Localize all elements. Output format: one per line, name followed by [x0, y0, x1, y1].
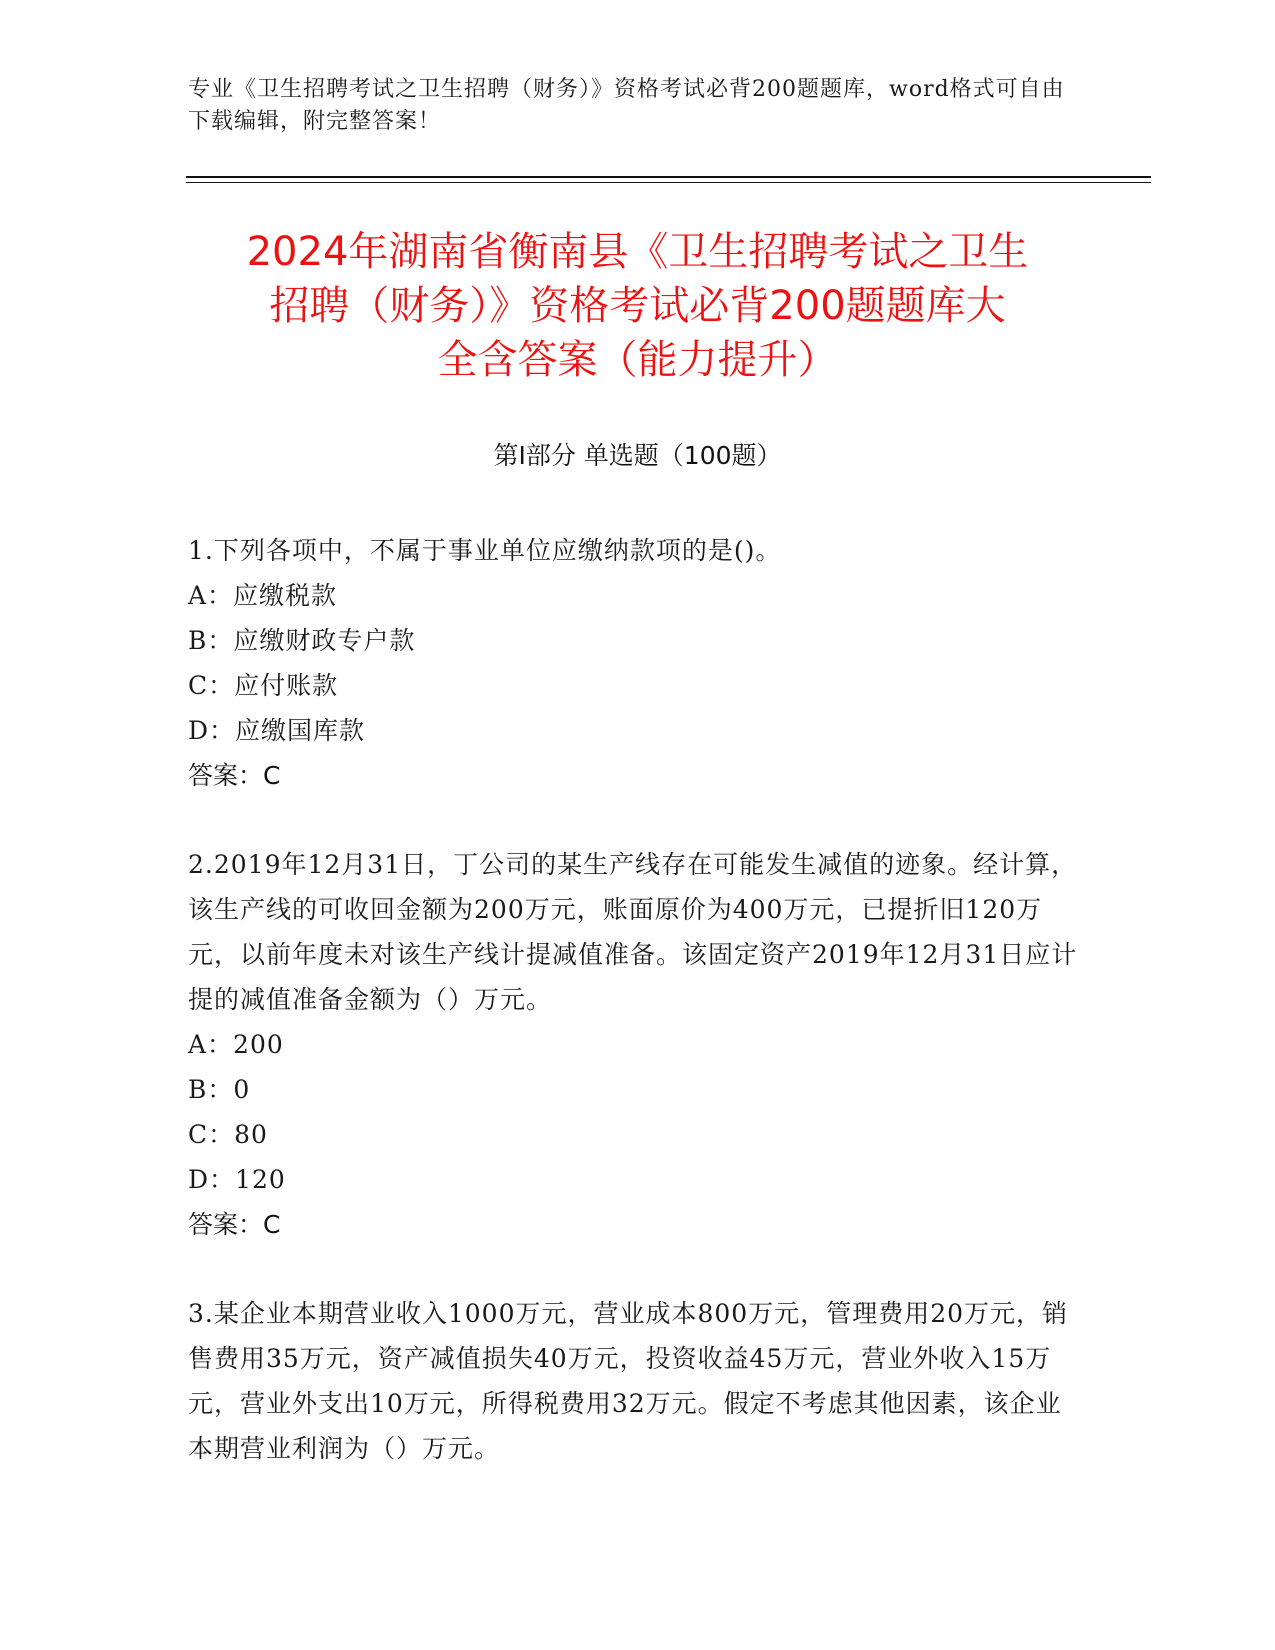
document-title [170, 225, 1105, 387]
header-note: 专业《卫生招聘考试之卫生招聘（财务）》资格考试必背200题题库，word格式可自由下载编辑，附完整答案！ [188, 77, 1065, 134]
question-list [188, 528, 1078, 1471]
question-stem: 1.下列各项中，不属于事业单位应缴纳款项的是()。 [188, 536, 782, 565]
question-2 [188, 842, 1078, 1247]
answer: 答案：C [188, 1210, 281, 1239]
option-b: B：应缴财政专户款 [188, 626, 416, 655]
title-line-2: 招聘（财务）》资格考试必背200题题库大 [269, 283, 1006, 329]
title-line-3: 全含答案（能力提升） [437, 337, 838, 383]
option-d: D：120 [188, 1165, 286, 1194]
answer: 答案：C [188, 761, 281, 790]
option-c: C：应付账款 [188, 671, 339, 700]
header-divider-thin [186, 182, 1151, 183]
question-stem: 2.2019年12月31日，丁公司的某生产线存在可能发生减值的迹象。经计算，该生产线的可收回金额为200万元，账面原价为400万元，已提折旧120万元，以前年度未对该生产线计提减值准备。该固定资产2019年12月31日应计提的减值准备金额为（）万元。 [188, 850, 1078, 1014]
option-d: D：应缴国库款 [188, 716, 366, 745]
option-c: C：80 [188, 1120, 268, 1149]
question-3 [188, 1291, 1078, 1471]
option-a: A：200 [188, 1030, 284, 1059]
question-1 [188, 528, 1078, 798]
section-heading: 第I部分 单选题（100题） [493, 441, 782, 470]
option-b: B：0 [188, 1075, 251, 1104]
header-divider-thick [186, 176, 1151, 178]
option-a: A：应缴税款 [188, 581, 338, 610]
question-stem: 3.某企业本期营业收入1000万元，营业成本800万元，管理费用20万元，销售费用35万元，资产减值损失40万元，投资收益45万元，营业外收入15万元，营业外支出10万元，所得税费用32万元。假定不考虑其他因素，该企业本期营业利润为（）万元。 [188, 1299, 1069, 1463]
title-line-1: 2024年湖南省衡南县《卫生招聘考试之卫生 [246, 229, 1029, 275]
